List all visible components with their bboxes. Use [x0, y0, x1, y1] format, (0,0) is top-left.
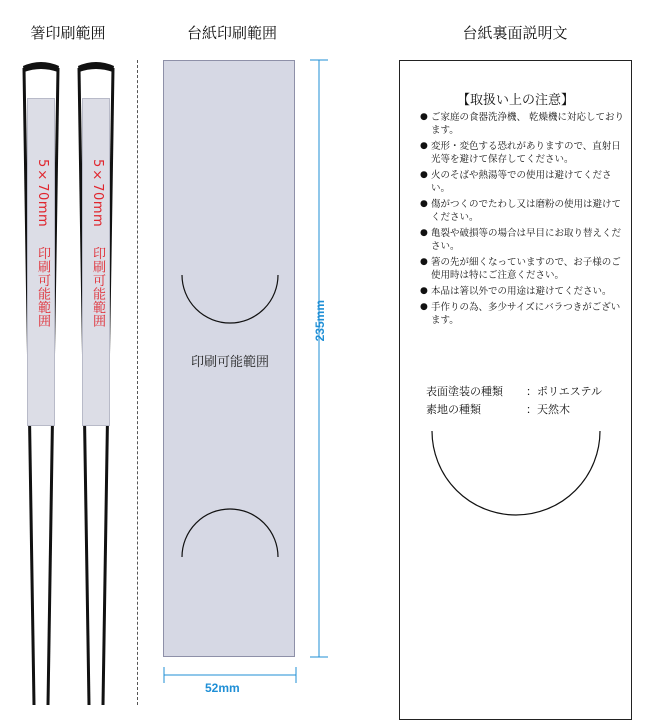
- notice-item: ● 火のそばや熱湯等での使用は避けてください。: [420, 170, 612, 194]
- notice-item: ● 箸の先が細くなっていますので、お子様のご使用時は特にご注意ください。: [420, 257, 621, 281]
- chopstick-left-size-label: 5×70mm: [35, 159, 50, 228]
- notice-item: ● 手作りの為、多少サイズにバラつきがございます。: [420, 302, 621, 326]
- card-front-area-label: 印刷可能範囲: [190, 355, 269, 370]
- chopstick-right-size-label: 5×70mm: [90, 159, 105, 228]
- notice-item: ● 変形・変色する恐れがありますので、直射日光等を避けて保存してください。: [420, 141, 621, 165]
- card-front-heading: 台紙印刷範囲: [186, 24, 277, 42]
- dimension-lines: [160, 55, 335, 695]
- notice-item: ● 傷がつくのでたわし又は磨粉の使用は避けてください。: [420, 199, 622, 223]
- spec-row-base: 素地の種類 ：天然木: [426, 403, 570, 416]
- card-back-heading: 台紙裏面説明文: [462, 24, 568, 42]
- notice-item: ● 本品は箸以外での用途は避けてください。: [420, 286, 612, 297]
- spec-row-coating: 表面塗装の種類 ：ポリエステル: [426, 385, 603, 398]
- notice-title: 【取扱い上の注意】: [456, 93, 574, 108]
- card-back-panel: [399, 60, 632, 720]
- chopstick-left-area-label: 印刷可能範囲: [35, 246, 50, 328]
- card-back-cut-line: [400, 421, 631, 531]
- chopstick-left-print-area: [27, 98, 55, 426]
- chopstick-right-area-label: 印刷可能範囲: [90, 246, 105, 328]
- width-dimension-label: 52mm: [205, 681, 240, 695]
- notice-item: ● 亀裂や破損等の場合は早目にお取り替えください。: [420, 228, 622, 252]
- notice-list: [420, 111, 625, 330]
- height-dimension-label: 235mm: [313, 300, 327, 342]
- chopsticks-heading: 箸印刷範囲: [30, 24, 106, 42]
- chopstick-right-print-area: [82, 98, 110, 426]
- section-divider: [137, 60, 138, 705]
- notice-item: ● ご家庭の食器洗浄機、 乾燥機に対応しております。: [420, 112, 625, 136]
